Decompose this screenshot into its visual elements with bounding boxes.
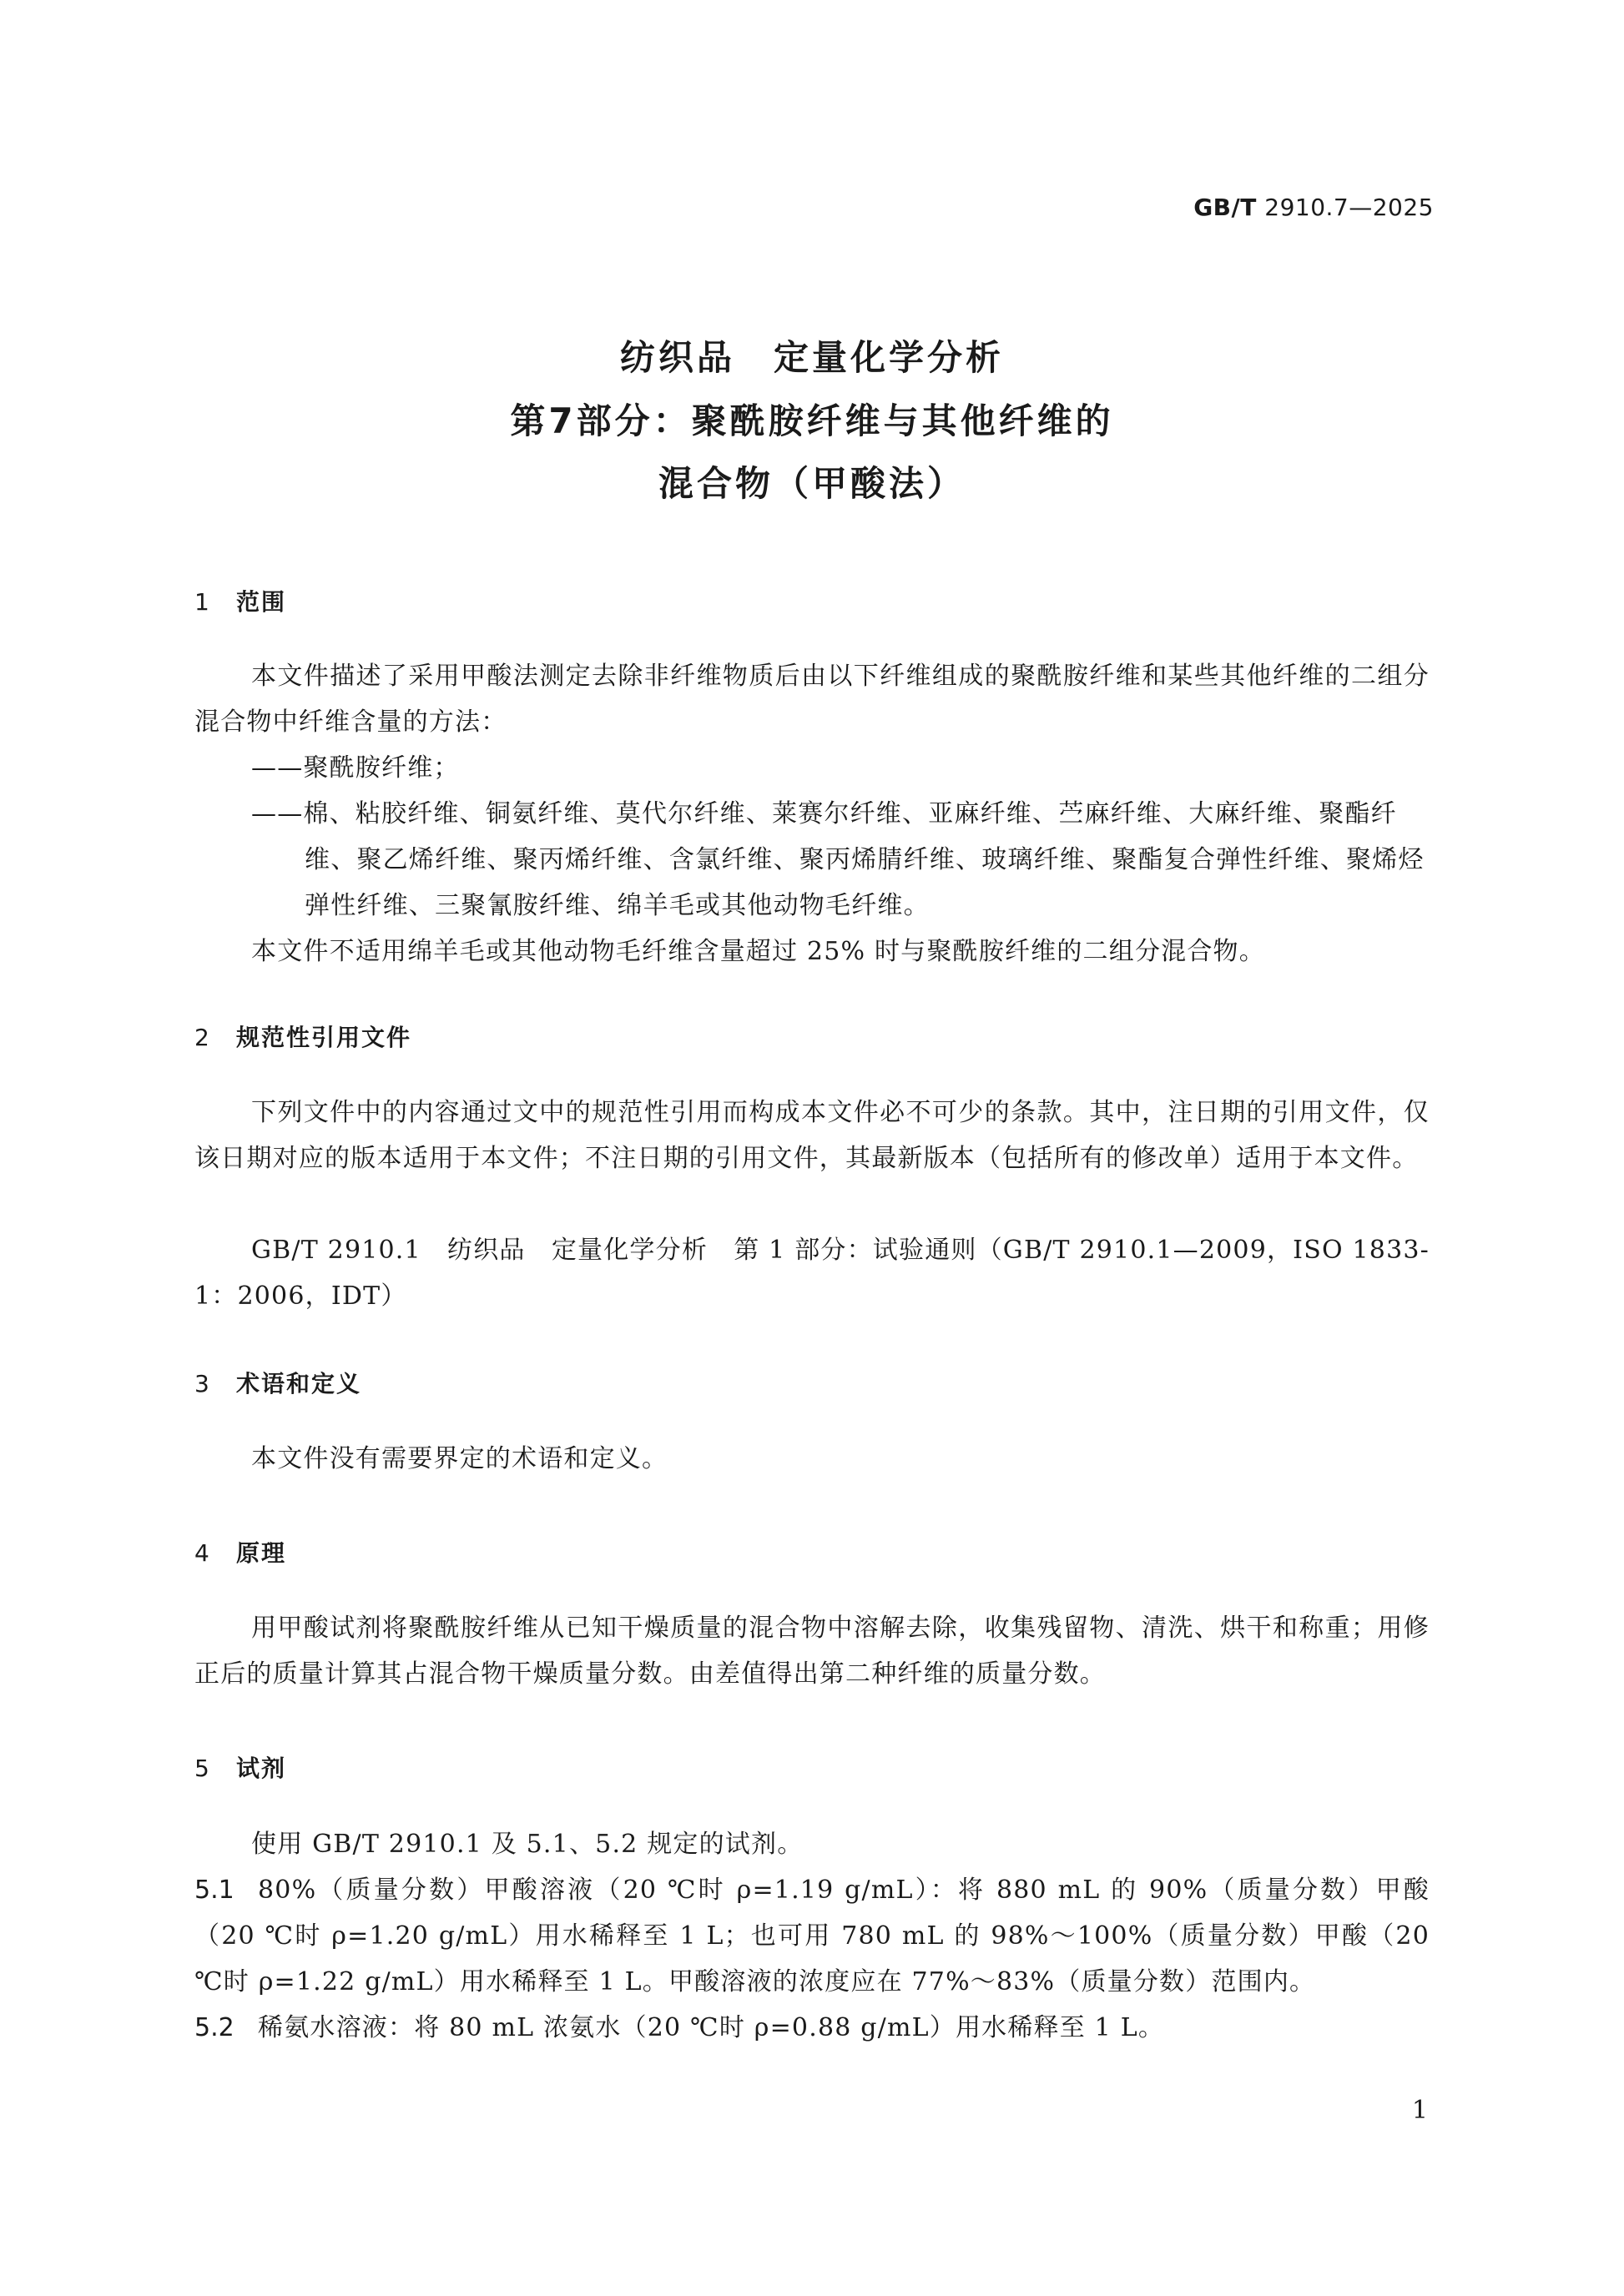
list-item: ——聚酰胺纤维； (251, 753, 460, 783)
clause-text: 稀氨水溶液：将 80 mL 浓氨水（20 ℃时 ρ=0.88 g/mL）用水稀释至 1 L。 (258, 2013, 1165, 2042)
clause-text: 80%（质量分数）甲酸溶液（20 ℃时 ρ=1.19 g/mL）：将 880 mL 的 90%（质量分数）甲酸（20 ℃时 ρ=1.20 g/mL）用水稀释至 1 L；也可用 780 mL 的 98%～100%（质量分数）甲酸（20 ℃时 ρ=1.22 g/mL）用水稀释至 1 L。甲酸溶液的浓度应在 77%～83%（质量分数）范围内。 (194, 1876, 1430, 1996)
standard-number (1193, 194, 1434, 221)
section-1-paragraph-2: 本文件不适用绵羊毛或其他动物毛纤维含量超过 25% 时与聚酰胺纤维的二组分混合物。 (251, 937, 1265, 966)
section-2-heading (194, 1020, 411, 1053)
section-number: 4 (194, 1539, 211, 1567)
section-5-heading (194, 1750, 286, 1784)
title-line-3: 混合物（甲酸法） (658, 463, 966, 504)
section-2-paragraph-1: 下列文件中的内容通过文中的规范性引用而构成本文件必不可少的条款。其中，注日期的引用文件，仅该日期对应的版本适用于本文件；不注日期的引用文件，其最新版本（包括所有的修改单）适用于本文件。 (194, 1098, 1430, 1173)
section-1-heading (194, 584, 286, 617)
clause-5-2 (194, 2005, 1430, 2051)
section-title: 原理 (236, 1539, 287, 1567)
section-number: 1 (194, 588, 211, 616)
section-2-reference: GB/T 2910.1 纺织品 定量化学分析 第 1 部分：试验通则（GB/T 2910.1—2009，ISO 1833-1：2006，IDT） (194, 1236, 1430, 1311)
section-title: 范围 (236, 588, 287, 616)
clause-5-1 (194, 1867, 1430, 2005)
page-number: 1 (1411, 2096, 1428, 2125)
clause-number: 5.2 (194, 2013, 235, 2042)
section-4-paragraph-1: 用甲酸试剂将聚酰胺纤维从已知干燥质量的混合物中溶解去除，收集残留物、清洗、烘干和称重；用修正后的质量计算其占混合物干燥质量分数。由差值得出第二种纤维的质量分数。 (194, 1614, 1430, 1689)
title-line-2: 第7部分：聚酰胺纤维与其他纤维的 (510, 400, 1114, 441)
standard-code: 2910.7—2025 (1264, 194, 1434, 221)
section-3-heading (194, 1366, 361, 1399)
title-line-1: 纺织品 定量化学分析 (619, 337, 1004, 378)
standard-prefix: GB/T (1193, 194, 1257, 221)
section-5-paragraph-1: 使用 GB/T 2910.1 及 5.1、5.2 规定的试剂。 (251, 1830, 804, 1859)
section-number: 2 (194, 1024, 211, 1051)
section-number: 3 (194, 1370, 211, 1397)
section-title: 试剂 (236, 1755, 287, 1782)
section-number: 5 (194, 1755, 211, 1782)
section-1-paragraph-1: 本文件描述了采用甲酸法测定去除非纤维物质后由以下纤维组成的聚酰胺纤维和某些其他纤维的二组分混合物中纤维含量的方法： (194, 662, 1430, 737)
section-4-heading (194, 1535, 286, 1568)
section-3-paragraph-1: 本文件没有需要界定的术语和定义。 (251, 1444, 668, 1473)
clause-number: 5.1 (194, 1876, 235, 1905)
list-item: ——棉、粘胶纤维、铜氨纤维、莫代尔纤维、莱赛尔纤维、亚麻纤维、苎麻纤维、大麻纤维、聚酯纤维、聚乙烯纤维、聚丙烯纤维、含氯纤维、聚丙烯腈纤维、玻璃纤维、聚酯复合弹性纤维、聚烯烃弹性纤维、三聚氰胺纤维、绵羊毛或其他动物毛纤维。 (251, 799, 1425, 920)
section-title: 术语和定义 (236, 1370, 362, 1397)
section-title: 规范性引用文件 (236, 1024, 412, 1051)
